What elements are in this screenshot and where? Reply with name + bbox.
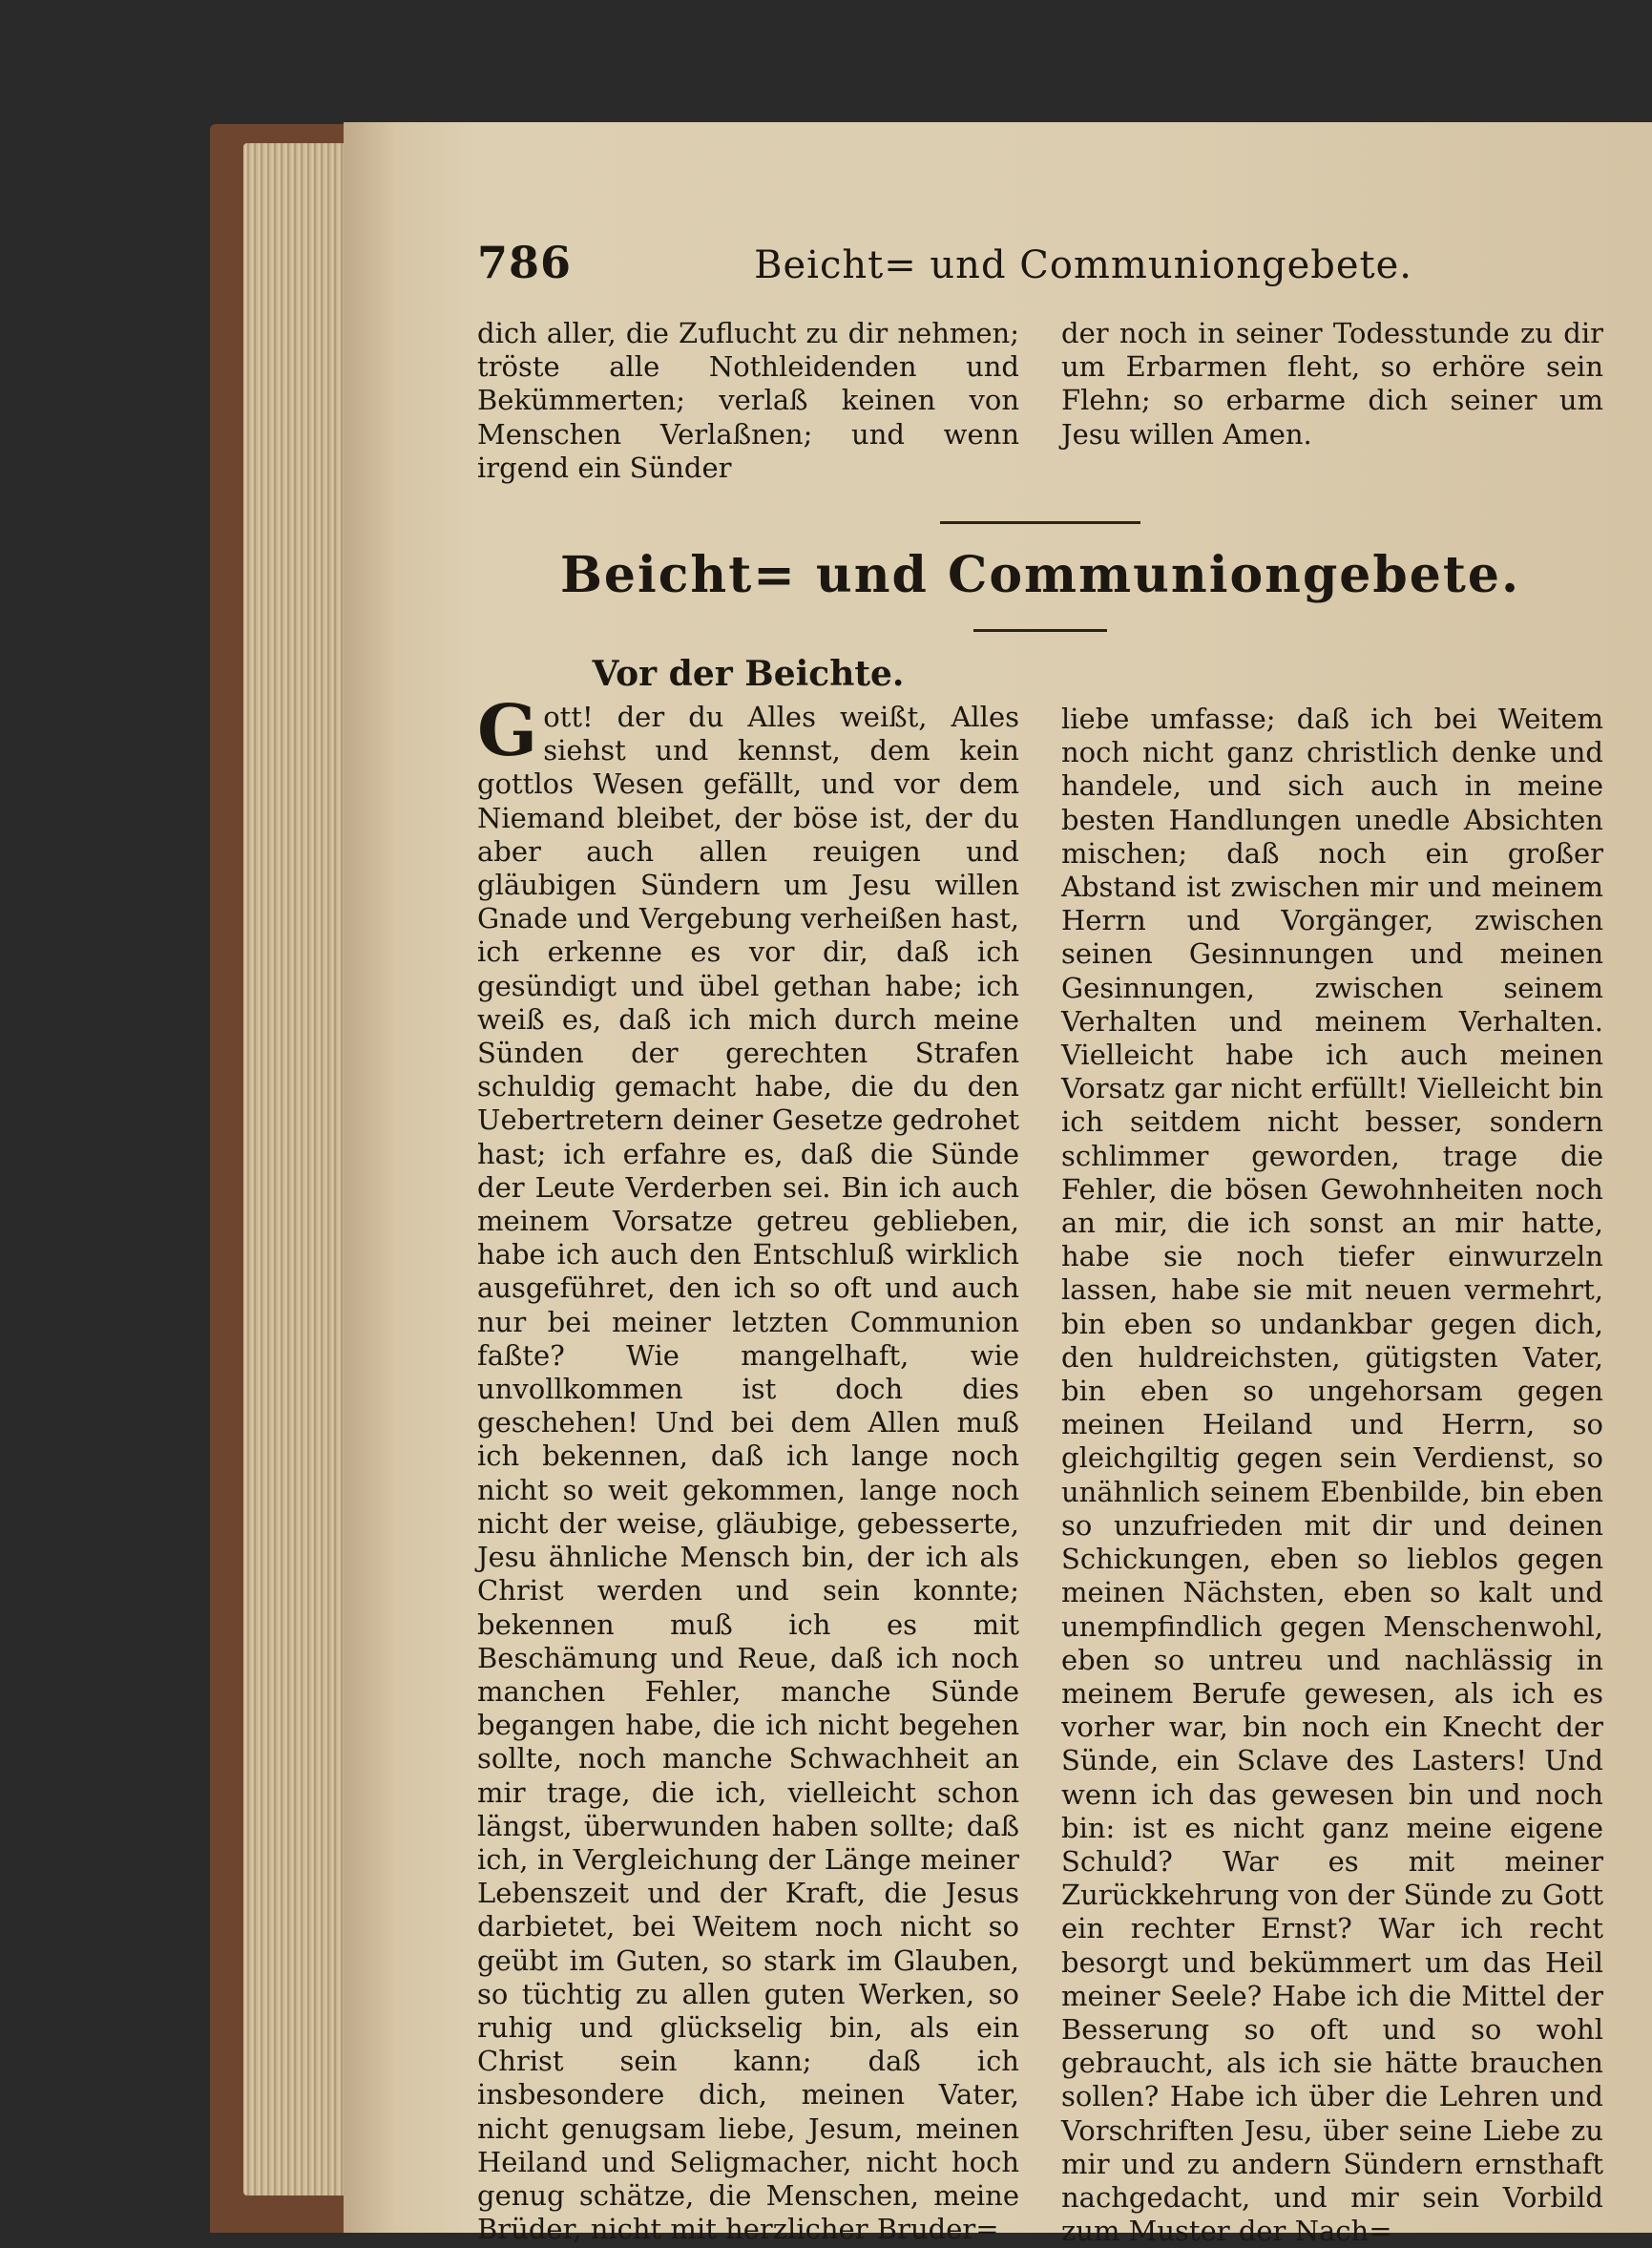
left-body-text: ott! der du Alles weißt, Alles siehst und kennst, dem kein gottlos Wesen gefällt, und vor dem Niemand bleibet, der böse ist, der du aber auch allen reuigen und gläubigen Sündern um Jesu willen Gnade und Vergebung verheißen hast, ich erkenne es vor dir, daß ich gesündigt und übel gethan habe; ich weiß es, daß ich mich durch meine Sünden der gerechten Strafen schuldig gemacht habe, die du den Uebertretern deiner Gesetze gedrohet hast; ich erfahre es, daß die Sünde der Leute Verderben sei. Bin ich auch meinem Vorsatze getreu geblieben, habe ich auch den Entschluß wirklich ausgeführet, den ich so oft und auch nur bei meiner letzten Communion faßte? Wie mangelhaft, wie unvollkommen ist doch dies geschehen! Und bei dem Allen muß ich bekennen, daß ich lange noch nicht so weit gekommen, lange noch nicht der weise, gläubige, gebesserte, Jesu ähnliche Mensch bin, der ich als Christ werden und sein konnte; bekennen muß ich es mit Beschämung und Reue, daß ich noch manchen Fehler, manche Sünde begangen habe, die ich nicht begehen sollte, noch manche Schwachheit an mir trage, die ich, vielleicht schon längst, überwunden haben sollte; daß ich, in Vergleichung der Länge meiner Lebenszeit und der Kraft, die Jesus darbietet, bei Weitem noch nicht so geübt im Guten, so stark im Glauben, so tüchtig zu allen guten Werken, so ruhig und glückselig bin, als ein Christ sein kann; daß ich insbesondere dich, meinen Vater, nicht genugsam liebe, Jesum, meinen Heiland und Seligmacher, nicht hoch genug schätze, die Menschen, meine Brüder, nicht mit herzlicher Bruder= (477, 701, 1019, 2246)
running-title: Beicht= und Communiongebete. (754, 243, 1412, 287)
drop-cap: G (477, 690, 538, 773)
page-content (477, 237, 1603, 2248)
page-number: 786 (477, 237, 573, 288)
continuation-left-column (477, 317, 1019, 485)
continuation-right-text: der noch in seiner Todesstunde zu dir um Erbarmen fleht, so erhöre sein Flehn; so erbarme dich seiner um Jesu willen Amen. (1061, 317, 1603, 451)
page-edges (243, 143, 348, 2195)
section-title: Beicht= und Communiongebete. (559, 546, 1521, 605)
section-divider-bottom (973, 629, 1107, 632)
left-column (477, 649, 1019, 2248)
right-column (1061, 649, 1603, 2248)
left-body-paragraph (477, 690, 1019, 2246)
book-page (344, 122, 1652, 2248)
continuation-right-column (1061, 317, 1603, 485)
continuation-section (477, 317, 1603, 485)
continuation-left-text: dich aller, die Zuflucht zu dir nehmen; tröste alle Nothleidenden und Bekümmerten; verlaß keinen von Menschen Verlaßnen; und wenn irgend ein Sünder (477, 317, 1019, 484)
subheading: Vor der Beichte. (592, 654, 905, 695)
main-text-columns (477, 649, 1603, 2248)
page-header (477, 237, 1603, 313)
section-divider-top (940, 521, 1140, 524)
right-body-text: liebe umfasse; daß ich bei Weitem noch nicht ganz christlich denke und handele, und sich auch in meine besten Handlungen unedle Absichten mischen; daß noch ein großer Abstand ist zwischen mir und meinem Herrn und Vorgänger, zwischen seinen Gesinnungen und meinen Gesinnungen, zwischen seinem Verhalten und meinem Verhalten. Vielleicht habe ich auch meinen Vorsatz gar nicht erfüllt! Vielleicht bin ich seitdem nicht besser, sondern schlimmer geworden, trage die Fehler, die bösen Gewohnheiten noch an mir, die ich sonst an mir hatte, habe sie noch tiefer einwurzeln lassen, habe sie mit neuen vermehrt, bin eben so undankbar gegen dich, den huldreichsten, gütigsten Vater, bin eben so ungehorsam gegen meinen Heiland und Herrn, so gleichgiltig gegen sein Verdienst, so unähnlich seinem Ebenbilde, bin eben so unzufrieden mit dir und deinen Schickungen, eben so lieblos gegen meinen Nächsten, eben so kalt und unempfindlich gegen Menschenwohl, eben so untreu und nachlässig in meinem Berufe gewesen, als ich es vorher war, bin noch ein Knecht der Sünde, ein Sclave des Lasters! Und wenn ich das gewesen bin und noch bin: ist es nicht ganz meine eigene Schuld? War es mit meiner Zurückkehrung von der Sünde zu Gott ein rechter Ernst? War ich recht besorgt und bekümmert um das Heil meiner Seele? Habe ich die Mittel der Besserung so oft und so wohl gebraucht, als ich sie hätte brauchen sollen? Habe ich über die Lehren und Vorschriften Jesu, über seine Liebe zu mir und zu andern Sündern ernsthaft nachgedacht, und mir sein Vorbild zum Muster der Nach= (1061, 703, 1603, 2248)
